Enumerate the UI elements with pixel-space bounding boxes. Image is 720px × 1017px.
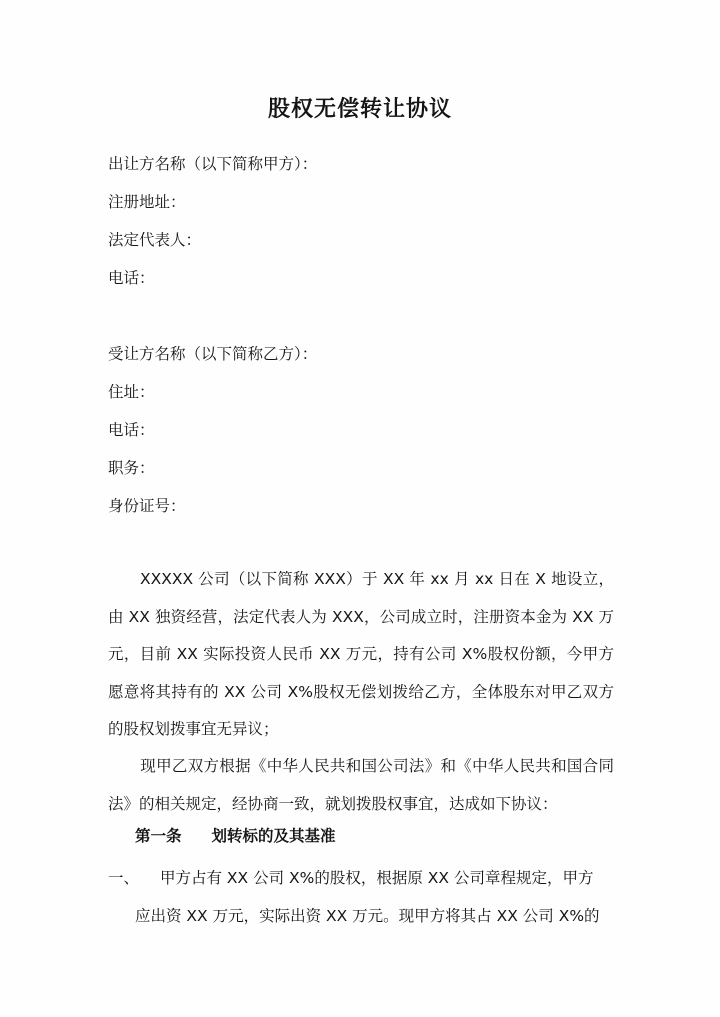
party-b-name-label: 受让方名称（以下简称乙方）： [108, 345, 318, 363]
party-a-name-label: 出让方名称（以下简称甲方）： [108, 155, 318, 173]
party-a-legal-rep-label: 法定代表人： [108, 231, 202, 249]
agreement-basis-paragraph [108, 748, 614, 823]
article-1-heading [135, 824, 336, 846]
party-a-address-label: 注册地址： [108, 193, 186, 211]
party-b-id-label: 身份证号： [108, 497, 186, 515]
document-title: 股权无偿转让协议 [267, 96, 452, 122]
article-1-number: 第一条 [135, 826, 182, 845]
item-1-number: 一、 [108, 869, 140, 887]
party-b-address-label: 住址： [108, 383, 155, 401]
background-paragraph-text: XXXXX 公司（以下简称 XXX）于 XX 年 xx 月 xx 日在 X 地设立，由 XX 独资经营，法定代表人为 XXX，公司成立时，注册资本金为 XX 万元，目前 XX 实际投资人民币 XX 万元，持有公司 X%股权份额，今甲方愿意将其持有的 XX 公司 X%股权无偿划拨给乙方，全体股东对甲乙双方的股权划拨事宜无异议； [108, 570, 614, 738]
party-b-position-label: 职务： [108, 459, 155, 477]
item-1-line-1: 甲方占有 XX 公司 X%的股权，根据原 XX 公司章程规定，甲方 [160, 869, 594, 887]
party-b-phone-label: 电话： [108, 421, 155, 439]
party-a-phone-label: 电话： [108, 269, 155, 287]
agreement-basis-paragraph-text: 现甲乙双方根据《中华人民共和国公司法》和《中华人民共和国合同法》的相关规定，经协商一致，就划拨股权事宜，达成如下协议： [108, 757, 614, 813]
background-paragraph [108, 561, 614, 749]
article-1-item-1 [108, 860, 614, 935]
article-1-title: 划转标的及其基准 [211, 826, 336, 845]
item-1-line-2: 应出资 XX 万元，实际出资 XX 万元。现甲方将其占 XX 公司 X%的 [135, 906, 600, 925]
